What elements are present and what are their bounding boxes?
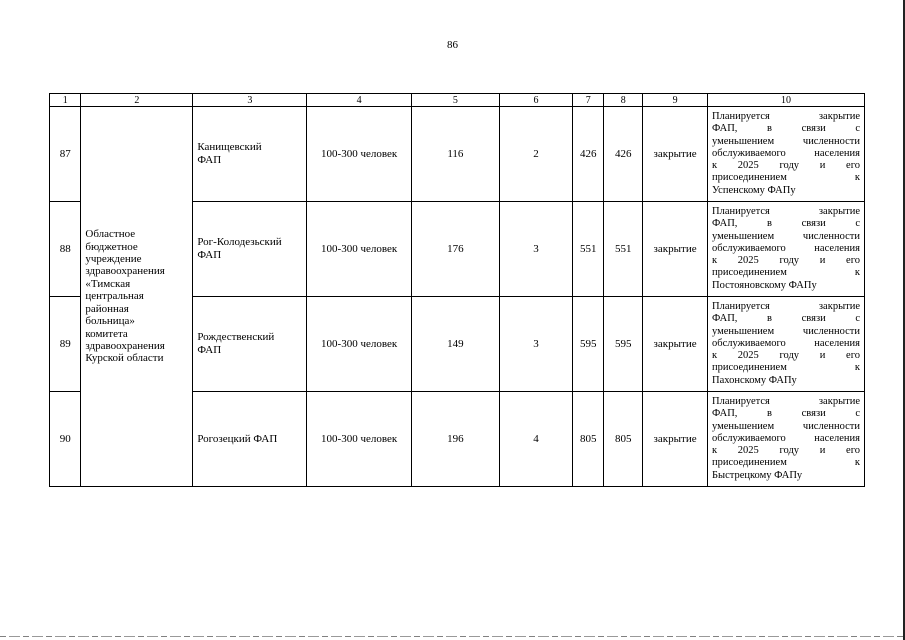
organization-line: здравоохранения [85,265,165,278]
note-line: уменьшением численности [712,420,860,432]
row-number: 89 [50,297,81,392]
row-number: 88 [50,202,81,297]
fap-name-line: ФАП [197,344,222,356]
note-line: присоединением к [712,362,860,374]
column-header-5: 5 [411,94,499,107]
note-cell [708,297,865,392]
note-cell [708,107,865,202]
organization-line: комитета [85,327,128,340]
note-line: присоединением к [712,457,860,469]
column-header-6: 6 [499,94,572,107]
organization-line: районная [85,302,129,315]
organization-line: Областное [85,228,136,241]
fap-name [193,107,307,202]
fap-name-line: ФАП [197,154,222,166]
value-col-8: 551 [604,202,643,297]
note-line: уменьшением численности [712,135,860,147]
table-body [50,107,865,487]
column-header-7: 7 [573,94,604,107]
value-col-5: 176 [411,202,499,297]
note-line: ФАП, в связи с [712,123,860,135]
fap-name-line: Рогозецкий ФАП [197,432,278,445]
note-line: Пахонскому ФАПу [712,374,797,386]
header-row [50,94,865,107]
value-col-5: 116 [411,107,499,202]
value-col-5: 196 [411,392,499,487]
note-line: обслуживаемого населения [712,242,860,254]
organization-line: центральная [85,290,144,303]
organization-line: больница» [85,315,135,328]
organization-line: здравоохранения [85,339,165,352]
value-col-6: 2 [499,107,572,202]
table-row [50,107,865,202]
population-range: 100-300 человек [307,392,412,487]
fap-name-line: Рождественский [197,331,275,343]
note-line: ФАП, в связи с [712,408,860,420]
scan-edge-bottom [0,636,905,637]
note-line: ФАП, в связи с [712,313,860,325]
organization-line: учреждение [85,253,142,266]
note-line: к 2025 году и его [712,350,860,362]
value-col-7: 805 [573,392,604,487]
note-cell [708,392,865,487]
value-col-6: 3 [499,297,572,392]
value-col-8: 595 [604,297,643,392]
value-col-7: 426 [573,107,604,202]
population-range: 100-300 человек [307,202,412,297]
column-header-3: 3 [193,94,307,107]
note-line: обслуживаемого населения [712,337,860,349]
value-col-6: 4 [499,392,572,487]
row-number: 87 [50,107,81,202]
column-header-8: 8 [604,94,643,107]
action-cell: закрытие [643,202,708,297]
organization-line: «Тимская [85,277,131,290]
note-line: Планируется закрытие [712,396,860,408]
note-line: уменьшением численности [712,325,860,337]
note-cell [708,202,865,297]
fap-table [49,93,865,487]
action-cell: закрытие [643,107,708,202]
value-col-8: 805 [604,392,643,487]
note-line: уменьшением численности [712,230,860,242]
note-line: Быстрецкому ФАПу [712,469,803,481]
note-line: присоединением к [712,267,860,279]
column-header-4: 4 [307,94,412,107]
fap-name [193,202,307,297]
column-header-1: 1 [50,94,81,107]
column-header-9: 9 [643,94,708,107]
note-line: Планируется закрытие [712,111,860,123]
fap-name-line: Канищевский [197,141,262,153]
organization-cell [81,107,193,487]
note-line: Планируется закрытие [712,301,860,313]
action-cell: закрытие [643,392,708,487]
note-line: к 2025 году и его [712,255,860,267]
value-col-8: 426 [604,107,643,202]
action-cell: закрытие [643,297,708,392]
note-line: присоединением к [712,172,860,184]
population-range: 100-300 человек [307,297,412,392]
organization-line: бюджетное [85,240,138,253]
fap-name-line: Рог-Колодезьский [197,236,282,248]
value-col-5: 149 [411,297,499,392]
value-col-7: 595 [573,297,604,392]
note-line: Постояновскому ФАПу [712,279,817,291]
column-header-10: 10 [708,94,865,107]
note-line: обслуживаемого населения [712,432,860,444]
organization-line: Курской области [85,352,164,365]
fap-name [193,297,307,392]
value-col-7: 551 [573,202,604,297]
fap-name-line: ФАП [197,249,222,261]
value-col-6: 3 [499,202,572,297]
note-line: Планируется закрытие [712,206,860,218]
column-header-2: 2 [81,94,193,107]
note-line: обслуживаемого населения [712,147,860,159]
note-line: к 2025 году и его [712,160,860,172]
row-number: 90 [50,392,81,487]
note-line: Успенскому ФАПу [712,184,796,196]
fap-name [193,392,307,487]
note-line: к 2025 году и его [712,445,860,457]
page-number: 86 [447,39,458,51]
note-line: ФАП, в связи с [712,218,860,230]
population-range: 100-300 человек [307,107,412,202]
